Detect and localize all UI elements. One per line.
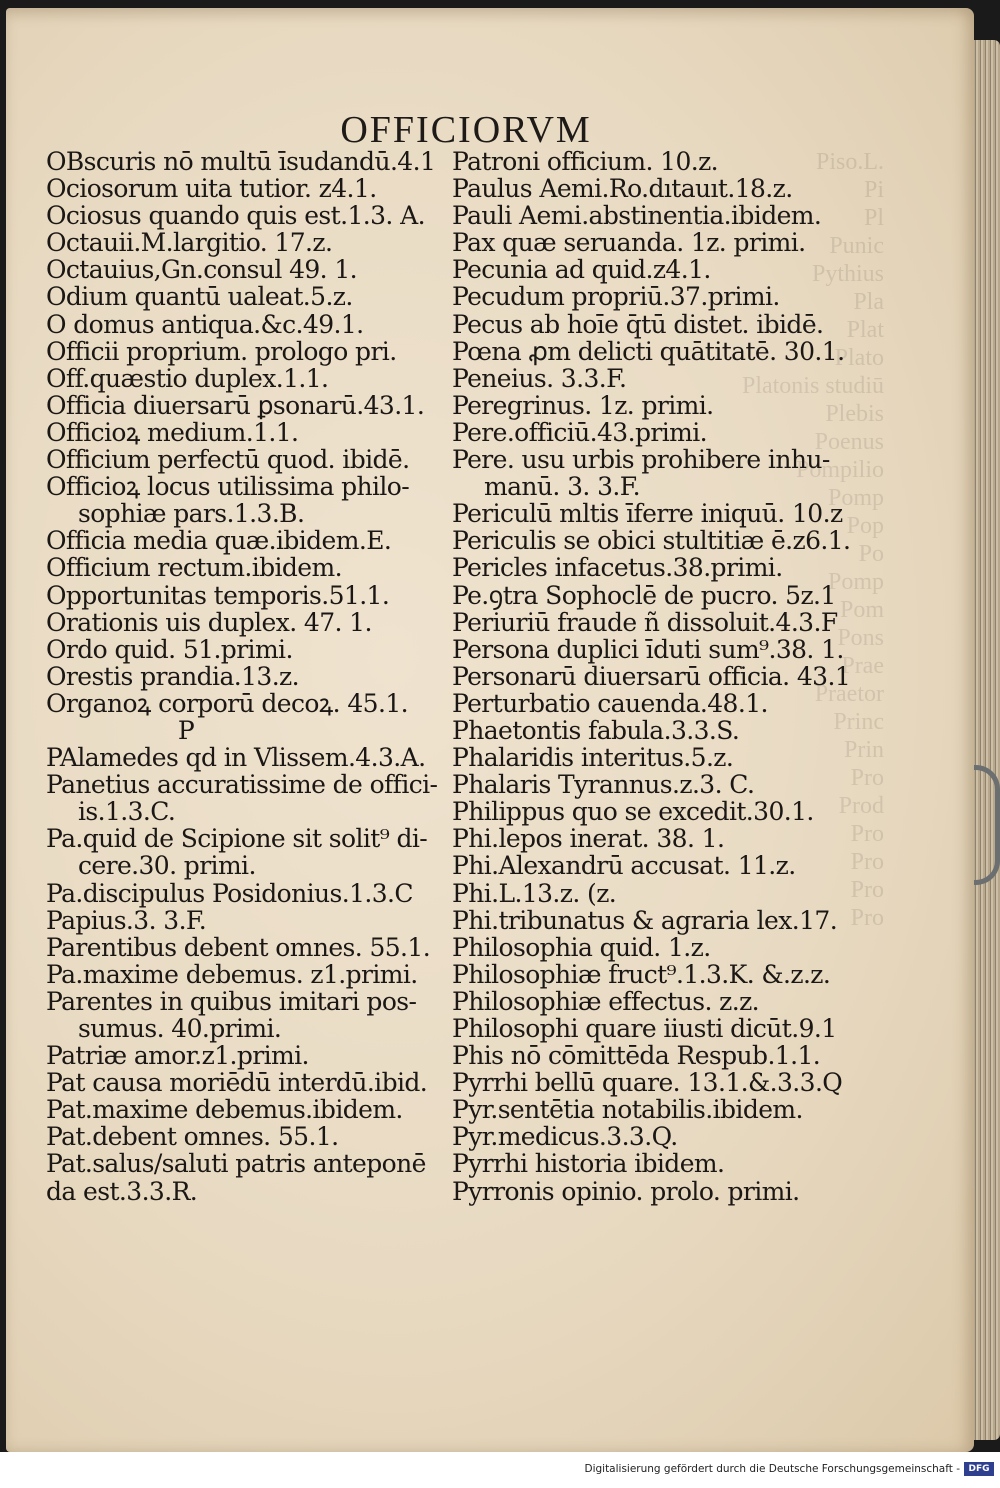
index-entry: Organoꝝ corporū decoꝝ. 45.1.	[46, 688, 408, 718]
index-entry: Pa.maxime debemus. z1.primi.	[46, 959, 418, 989]
index-entry: Pat causa moriēdū interdū.ibid.	[46, 1068, 428, 1098]
bleed-through-line: Pi	[863, 177, 884, 203]
index-entry: Personarū diuersarū officia. 43.1	[452, 661, 851, 691]
index-entry: O domus antiqua.&c.49.1.	[46, 309, 364, 339]
index-column-right	[452, 148, 852, 1205]
index-entry: Phi.tribunatus & agraria lex.17.	[452, 905, 838, 935]
section-letter: P	[177, 715, 195, 745]
index-entry: Orationis uis duplex. 47. 1.	[46, 607, 372, 637]
bleed-through-line: Pomp	[827, 485, 884, 511]
index-entry: Phi.L.13.z. (z.	[452, 878, 617, 908]
index-entry: Pyr.medicus.3.3.Q.	[452, 1122, 678, 1152]
index-entry: Pat.salus/saluti patris anteponē	[46, 1149, 426, 1179]
index-entry: Pecudum propriū.37.primi.	[452, 282, 780, 312]
index-entry: Pericles infacetus.38.primi.	[452, 553, 783, 583]
bleed-through-line: Pom	[839, 597, 884, 623]
index-entry: Officia media quæ.ibidem.E.	[46, 526, 392, 556]
index-entry: Pauli Aemi.abstinentia.ibidem.	[452, 201, 822, 231]
index-entry: Pat.maxime debemus.ibidem.	[46, 1095, 403, 1125]
bleed-through-line: Platonis studiū	[741, 373, 884, 399]
index-entry-continuation: sumus. 40.primi.	[78, 1014, 282, 1043]
bleed-through-line: Plebis	[825, 401, 884, 427]
index-entry: Peneius. 3.3.F.	[452, 363, 627, 393]
index-entry: Panetius accuratissime de offici-	[46, 770, 438, 800]
bleed-through-line: Punic	[829, 233, 884, 259]
index-entry: da est.3.3.R.	[46, 1176, 198, 1206]
index-entry: Odium quantū ualeat.5.z.	[46, 282, 353, 312]
bleed-through-line: Pro	[850, 821, 884, 847]
bleed-through-line: Prin	[843, 737, 884, 763]
index-entry-continuation: cere.30. primi.	[78, 851, 256, 881]
index-entry: Philippus quo se excedit.30.1.	[452, 797, 814, 827]
index-entry-continuation: sophiæ pars.1.3.B.	[78, 499, 305, 529]
index-entry: Ociosorum uita tutior. z4.1.	[46, 174, 377, 204]
index-entry: Parentes in quibus imitari pos-	[46, 986, 417, 1016]
index-entry: Papius.3. 3.F.	[46, 905, 207, 935]
bleed-through-line: Pythius	[811, 261, 884, 287]
index-column-left	[46, 148, 446, 1205]
index-entry: Periculū mltis īferre iniquū. 10.z	[452, 499, 843, 529]
index-entry: Octauii.M.largitio. 17.z.	[46, 228, 333, 258]
index-entry: Ordo quid. 51.primi.	[46, 634, 293, 664]
index-entry: Pax quæ seruanda. 1z. primi.	[452, 228, 806, 258]
bleed-through-line: Pompilio	[795, 457, 884, 483]
index-entry: Philosophia quid. 1.z.	[452, 932, 711, 962]
bleed-through-line: Plato	[834, 345, 884, 371]
index-entry: Pa.quid de Scipione sit solit⁹ di-	[46, 824, 428, 854]
index-entry: Opportunitas temporis.51.1.	[46, 580, 390, 610]
index-entry: Pœna ꝓm delicti quātitatē. 30.1.	[452, 336, 845, 366]
index-entry: Officia diuersarū ꝑsonarū.43.1.	[46, 390, 425, 420]
index-entry: Pyrronis opinio. prolo. primi.	[452, 1176, 800, 1206]
index-entry: Off.quæstio duplex.1.1.	[46, 363, 329, 393]
index-entry: Officioꝝ medium.1.1.	[46, 417, 299, 447]
index-entry: Perturbatio cauenda.48.1.	[452, 688, 768, 718]
bleed-through-line: Praetor	[814, 681, 884, 707]
bleed-through-line: Pro	[850, 849, 884, 875]
index-entry: Paulus Aemi.Ro.dıtauıt.18.z.	[452, 174, 793, 204]
index-entry: Pere. usu urbis prohibere inhu-	[452, 445, 830, 475]
bleed-through-line: Pl	[863, 205, 884, 231]
running-head: OFFICIORVM	[340, 109, 592, 151]
index-entry: Phalaridis interitus.5.z.	[452, 743, 734, 773]
index-entry: Officium perfectū quod. ibidē.	[46, 445, 410, 475]
index-entry: Officium rectum.ibidem.	[46, 553, 342, 583]
index-entry: Phi.lepos inerat. 38. 1.	[452, 824, 725, 854]
index-entry: Patriæ amor.z1.primi.	[46, 1041, 309, 1071]
index-entry: Pyrrhi bellū quare. 13.1.&.3.3.Q	[452, 1068, 843, 1098]
bleed-through-line: Plat	[846, 317, 884, 343]
index-entry: Patroni officium. 10.z.	[452, 147, 719, 176]
index-entry: Orestis prandia.13.z.	[46, 661, 299, 691]
index-entry: Phaetontis fabula.3.3.S.	[452, 715, 740, 745]
index-entry: Philosophiæ effectus. z.z.	[452, 986, 759, 1016]
index-entry: Philosophi quare iiusti dicūt.9.1	[452, 1014, 837, 1043]
bleed-through-line: Poenus	[814, 429, 884, 455]
index-entry-continuation: is.1.3.C.	[78, 797, 176, 827]
bleed-through-line: Piso.L.	[815, 149, 884, 175]
index-entry: Pyr.sentētia notabilis.ibidem.	[452, 1095, 803, 1125]
footer-bar	[0, 1452, 1000, 1488]
index-entry: Philosophiæ fruct⁹.1.3.K. &.z.z.	[452, 959, 831, 989]
book-page	[6, 8, 974, 1452]
index-entry: Phalaris Tyrannus.z.3. C.	[452, 770, 755, 800]
bleed-through-line: Pro	[850, 905, 884, 931]
index-entry: Ociosus quando quis est.1.3. A.	[46, 201, 425, 231]
index-entry: Phi.Alexandrū accusat. 11.z.	[452, 851, 796, 881]
bleed-through-line: Pop	[846, 513, 884, 539]
index-entry: Officioꝝ locus utilissima philo-	[46, 472, 410, 502]
bleed-through-line: Pla	[853, 289, 884, 315]
bleed-through-line: Pro	[850, 877, 884, 903]
index-entry: Octauius,Gn.consul 49. 1.	[46, 255, 358, 285]
index-entry: Parentibus debent omnes. 55.1.	[46, 932, 431, 962]
bleed-through-line: Princ	[833, 709, 884, 735]
index-entry: Periculis se obici stultitiæ ē.z6.1.	[452, 526, 851, 556]
index-entry-continuation: manū. 3. 3.F.	[484, 472, 640, 502]
bleed-through-line: Pons	[837, 625, 884, 651]
index-entry: Pa.discipulus Posidonius.1.3.C	[46, 878, 413, 908]
index-entry: Pecunia ad quid.z4.1.	[452, 255, 711, 285]
bleed-through-line: Pro	[850, 765, 884, 791]
index-entry: Officii proprium. prologo pri.	[46, 336, 397, 366]
index-entry: Phis nō cōmittēda Respub.1.1.	[452, 1041, 821, 1071]
bleed-through-line: Prod	[838, 793, 884, 819]
dfg-logo-icon: DFG	[964, 1462, 994, 1476]
index-entry: Pere.officiū.43.primi.	[452, 417, 707, 447]
index-entry: Persona duplici īduti sum⁹.38. 1.	[452, 634, 844, 664]
bleed-through-line: Prae	[841, 653, 884, 679]
index-entry: Pe.ꝯtra Sophoclē de pucro. 5z.1	[452, 580, 836, 610]
index-entry: Pat.debent omnes. 55.1.	[46, 1122, 339, 1152]
index-entry: Periuriū fraude ñ dissoluit.4.3.F	[452, 607, 838, 637]
index-entry: PAlamedes qd in Vlissem.4.3.A.	[46, 743, 426, 773]
index-entry: Peregrinus. 1z. primi.	[452, 390, 714, 420]
index-entry: Pyrrhi historia ibidem.	[452, 1149, 725, 1179]
bleed-through-line: Po	[858, 541, 884, 567]
bleed-through-line: Pomp	[827, 569, 884, 595]
footer-credit: Digitalisierung gefördert durch die Deutsche Forschungsgemeinschaft -	[584, 1463, 960, 1475]
index-entry: Pecus ab hoīe q̄tū distet. ibidē.	[452, 309, 824, 339]
index-entry: OBscuris nō multū īsudandū.4.1	[46, 147, 436, 176]
